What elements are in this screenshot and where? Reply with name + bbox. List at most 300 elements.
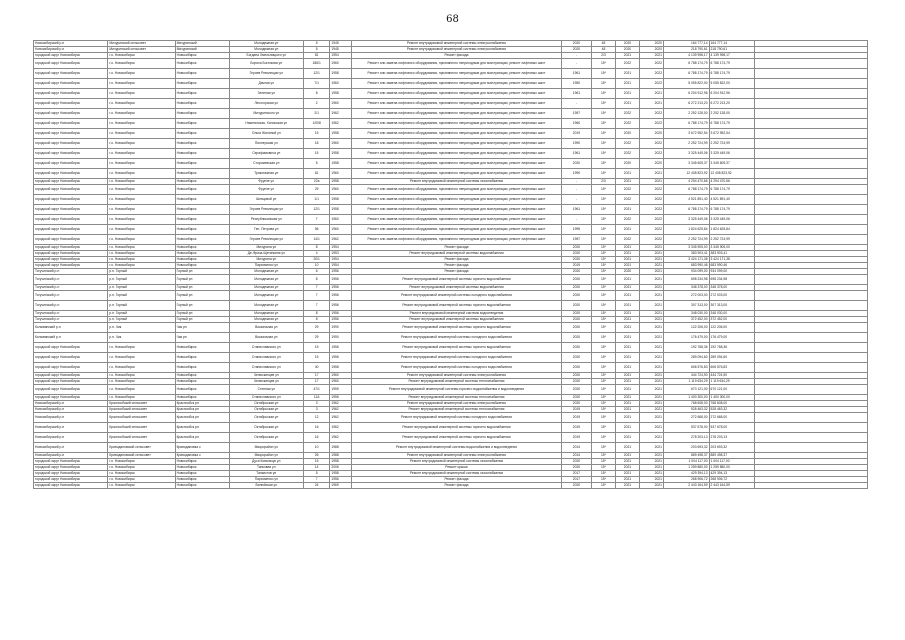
- cell-work-type: Ремонт фасада: [351, 263, 561, 269]
- cell-locality: Мичуринский: [175, 47, 229, 53]
- cell-locality: Новосибирск: [175, 159, 229, 169]
- cell-note: [755, 323, 868, 333]
- cell-street: Богдана Хмельницкого ул: [229, 53, 303, 59]
- cell-plan-start: 2021: [615, 433, 639, 443]
- cell-work-cost: 192 768,36: [663, 343, 709, 353]
- cell-plan-start: 2020: [615, 47, 639, 53]
- cell-build-year: 1958: [330, 149, 352, 159]
- cell-work-cost: 372 452,00: [663, 317, 709, 323]
- cell-settlement: Краснообский сельсовет: [108, 407, 175, 413]
- cell-build-year: 1969: [330, 483, 352, 489]
- cell-work-cost: 122 206,00: [663, 323, 709, 333]
- cell-total-cost: 6 788 174,79: [709, 69, 755, 79]
- cell-work-type: Ремонт внутридомовой инженерной системы горячего водоснабжения: [351, 343, 561, 353]
- cell-note: [755, 215, 868, 225]
- cell-house-number: 12/1: [303, 69, 329, 79]
- cell-total-wear: 15*: [591, 373, 615, 379]
- cell-plan-end: 2022: [639, 59, 663, 69]
- cell-total-wear: 15*: [591, 235, 615, 245]
- cell-total-wear: 2/3: [591, 53, 615, 59]
- cell-street: Мичурина ул: [229, 245, 303, 251]
- cell-street: Октябрьская ул: [229, 423, 303, 433]
- cell-municipal-district: Тогучинский р-н: [34, 317, 108, 323]
- cell-house-number: 47/1: [303, 385, 329, 395]
- cell-settlement: г.о. Новосибирск: [108, 235, 175, 245]
- table-row: [34, 109, 868, 119]
- cell-plan-start: 2021: [615, 275, 639, 285]
- cell-municipal-district: Тогучинский р-н: [34, 311, 108, 317]
- cell-municipal-district: городской округ Новосибирск: [34, 119, 108, 129]
- cell-settlement: р.п. Горный: [108, 291, 175, 301]
- cell-work-cost: 3 325 449,06: [663, 149, 709, 159]
- cell-settlement: г.о. Новосибирск: [108, 257, 175, 263]
- cell-plan-end: 2021: [639, 471, 663, 477]
- cell-work-type: Ремонт внутридомовой инженерной системы теплоснабжения: [351, 395, 561, 401]
- cell-last-repair-year: -: [561, 59, 591, 69]
- cell-total-wear: 15*: [591, 59, 615, 69]
- cell-build-year: 1960: [330, 99, 352, 109]
- cell-build-year: 1960: [330, 379, 352, 385]
- cell-build-year: 1956: [330, 343, 352, 353]
- cell-settlement: Краснообский сельсовет: [108, 423, 175, 433]
- cell-total-wear: 2/3: [591, 179, 615, 185]
- cell-work-type: Ремонт внутридомовой инженерной системы холодного водоснабжения: [351, 363, 561, 373]
- cell-settlement: г.о. Новосибирск: [108, 471, 175, 477]
- cell-work-type: Ремонт внутридомовой инженерной системы холодного водоснабжения: [351, 291, 561, 301]
- table-row: [34, 215, 868, 225]
- cell-plan-start: 2021: [615, 89, 639, 99]
- cell-house-number: 2: [303, 99, 329, 109]
- cell-work-cost: 4 521 891,40: [663, 195, 709, 205]
- cell-locality: Горный рп: [175, 275, 229, 285]
- cell-house-number: 14: [303, 465, 329, 471]
- cell-last-repair-year: 2020: [561, 323, 591, 333]
- cell-work-cost: 2 252 724,99: [663, 235, 709, 245]
- cell-work-type: Ремонт фасада: [351, 53, 561, 59]
- cell-plan-end: 2021: [639, 333, 663, 343]
- cell-plan-start: 2020: [615, 269, 639, 275]
- cell-build-year: 1956: [330, 301, 352, 311]
- cell-street: Героев Революции ул: [229, 235, 303, 245]
- cell-note: [755, 423, 868, 433]
- cell-work-type: Ремонт внутридомовой инженерной системы электроснабжения: [351, 401, 561, 407]
- cell-last-repair-year: 2019: [561, 433, 591, 443]
- cell-settlement: г.о. Новосибирск: [108, 225, 175, 235]
- cell-locality: Краснообск рп: [175, 407, 229, 413]
- cell-plan-start: 2021: [615, 453, 639, 459]
- cell-work-type: Ремонт или замена лифтового оборудования, признанного непригодным для эксплуатации, ремонт лифтовых шахт: [351, 195, 561, 205]
- cell-plan-start: 2021: [615, 465, 639, 471]
- cell-locality: Новосибирск: [175, 379, 229, 385]
- cell-plan-start: 2022: [615, 235, 639, 245]
- cell-house-number: 15: [303, 129, 329, 139]
- table-row: [34, 195, 868, 205]
- cell-street: Микрорайон ул: [229, 443, 303, 453]
- cell-street: Фрунзе ул: [229, 185, 303, 195]
- cell-work-cost: 289 094,60: [663, 353, 709, 363]
- cell-build-year: 1962: [330, 423, 352, 433]
- table-row: [34, 483, 868, 489]
- cell-locality: Новосибирск: [175, 373, 229, 379]
- cell-street: Молодежная ул: [229, 47, 303, 53]
- cell-street: Трикотажная ул: [229, 169, 303, 179]
- cell-street: Октябрьская ул: [229, 413, 303, 423]
- cell-total-cost: 1 824 625,84: [709, 225, 755, 235]
- cell-total-wear: 15*: [591, 129, 615, 139]
- cell-total-cost: 3 325 449,06: [709, 215, 755, 225]
- cell-total-cost: 889 498,37: [709, 453, 755, 459]
- cell-municipal-district: городской округ Новосибирск: [34, 149, 108, 159]
- cell-plan-end: 2021: [639, 169, 663, 179]
- cell-street: Пархоменко ул: [229, 263, 303, 269]
- cell-municipal-district: городской округ Новосибирск: [34, 139, 108, 149]
- cell-plan-start: 2021: [615, 311, 639, 317]
- cell-municipal-district: городской округ Новосибирск: [34, 353, 108, 363]
- cell-last-repair-year: 2020: [561, 47, 591, 53]
- cell-locality: Новосибирск: [175, 483, 229, 489]
- cell-total-cost: 528 463,32: [709, 407, 755, 413]
- cell-work-cost: 698 234,98: [663, 275, 709, 285]
- cell-note: [755, 119, 868, 129]
- cell-work-cost: 348 378,00: [663, 285, 709, 291]
- cell-work-cost: 203 693,32: [663, 443, 709, 453]
- cell-house-number: 2/1: [303, 109, 329, 119]
- cell-build-year: 1962: [330, 235, 352, 245]
- cell-settlement: г.о. Новосибирск: [108, 205, 175, 215]
- cell-plan-end: 2020: [639, 159, 663, 169]
- cell-plan-start: 2020: [615, 129, 639, 139]
- cell-plan-start: 2021: [615, 471, 639, 477]
- cell-note: [755, 353, 868, 363]
- cell-total-wear: 15*: [591, 225, 615, 235]
- cell-municipal-district: Новосибирский р-н: [34, 413, 108, 423]
- cell-locality: Новосибирск: [175, 215, 229, 225]
- cell-build-year: 1960: [330, 169, 352, 179]
- cell-plan-start: 2021: [615, 301, 639, 311]
- cell-total-wear: 15*: [591, 333, 615, 343]
- table-row: [34, 333, 868, 343]
- table-row: [34, 353, 868, 363]
- cell-settlement: г.о. Новосибирск: [108, 483, 175, 489]
- cell-locality: Новосибирск: [175, 179, 229, 185]
- cell-work-cost: 6 204 912,96: [663, 89, 709, 99]
- cell-work-type: Ремонт внутридомовой инженерной системы газоснабжения: [351, 471, 561, 477]
- cell-street: Ольги Жилиной ул: [229, 129, 303, 139]
- cell-total-wear: 15*: [591, 459, 615, 465]
- cell-last-repair-year: 2019: [561, 423, 591, 433]
- cell-settlement: р.п. Горный: [108, 285, 175, 291]
- cell-plan-start: 2022: [615, 109, 639, 119]
- cell-house-number: 7: [303, 291, 329, 301]
- cell-street: Молодежная ул: [229, 291, 303, 301]
- capital-repair-table: [33, 40, 868, 489]
- cell-work-type: Ремонт внутридомовой инженерной системы горячего водоснабжения: [351, 323, 561, 333]
- cell-work-type: Ремонт или замена лифтового оборудования, признанного непригодным для эксплуатации, ремонт лифтовых шахт: [351, 149, 561, 159]
- cell-work-cost: 278 203,13: [663, 433, 709, 443]
- cell-last-repair-year: 2020: [561, 251, 591, 257]
- cell-locality: Новосибирск: [175, 149, 229, 159]
- cell-plan-end: 2021: [639, 311, 663, 317]
- table-row: [34, 99, 868, 109]
- cell-settlement: г.о. Новосибирск: [108, 459, 175, 465]
- cell-settlement: г.о. Новосибирск: [108, 179, 175, 185]
- cell-plan-start: 2021: [615, 407, 639, 413]
- table-row: [34, 139, 868, 149]
- cell-total-cost: 537 678,00: [709, 423, 755, 433]
- cell-plan-end: 2021: [639, 89, 663, 99]
- cell-note: [755, 205, 868, 215]
- cell-settlement: г.о. Новосибирск: [108, 373, 175, 379]
- table-row: [34, 433, 868, 443]
- cell-plan-start: 2022: [615, 215, 639, 225]
- cell-settlement: г.о. Новосибирск: [108, 79, 175, 89]
- cell-build-year: 1956: [330, 285, 352, 291]
- cell-street: Станиславского ул: [229, 395, 303, 401]
- cell-house-number: 1/008: [303, 119, 329, 129]
- cell-settlement: р.п. Горный: [108, 269, 175, 275]
- cell-street: Молодежная ул: [229, 311, 303, 317]
- cell-house-number: 16: [303, 423, 329, 433]
- cell-plan-start: 2020: [615, 159, 639, 169]
- cell-total-cost: 3 672 952,54: [709, 129, 755, 139]
- table-row: [34, 159, 868, 169]
- cell-build-year: 1962: [330, 433, 352, 443]
- cell-settlement: Краснообский сельсовет: [108, 413, 175, 423]
- cell-street: Челюскинцев ул: [229, 373, 303, 379]
- cell-work-cost: 768 608,00: [663, 401, 709, 407]
- cell-street: Челюскинцев ул: [229, 379, 303, 385]
- cell-last-repair-year: 1957: [561, 109, 591, 119]
- cell-note: [755, 301, 868, 311]
- cell-total-wear: 15*: [591, 89, 615, 99]
- cell-municipal-district: городской округ Новосибирск: [34, 185, 108, 195]
- cell-last-repair-year: 2020: [561, 41, 591, 47]
- cell-plan-start: 2020: [615, 41, 639, 47]
- cell-total-cost: 2 252 724,99: [709, 139, 755, 149]
- cell-plan-start: 2022: [615, 195, 639, 205]
- cell-municipal-district: Тогучинский р-н: [34, 269, 108, 275]
- cell-total-wear: 15*: [591, 251, 615, 257]
- cell-municipal-district: Колыванский р-н: [34, 323, 108, 333]
- cell-build-year: 1956: [330, 269, 352, 275]
- cell-work-cost: 4 139 998,17: [663, 53, 709, 59]
- cell-locality: Новосибирск: [175, 257, 229, 263]
- cell-total-wear: 15*: [591, 483, 615, 489]
- cell-plan-end: 2021: [639, 269, 663, 275]
- cell-work-type: Ремонт внутридомовой инженерной системы водоотведения: [351, 311, 561, 317]
- cell-build-year: 1956: [330, 317, 352, 323]
- cell-plan-start: 2021: [615, 225, 639, 235]
- cell-locality: Новосибирск: [175, 169, 229, 179]
- cell-house-number: 17: [303, 379, 329, 385]
- table-row: [34, 205, 868, 215]
- cell-total-cost: 372 452,00: [709, 317, 755, 323]
- cell-municipal-district: Тогучинский р-н: [34, 285, 108, 291]
- cell-municipal-district: Тогучинский р-н: [34, 291, 108, 301]
- cell-build-year: 1962: [330, 407, 352, 413]
- cell-note: [755, 413, 868, 423]
- cell-build-year: 1956: [330, 353, 352, 363]
- cell-plan-start: 2021: [615, 245, 639, 251]
- cell-last-repair-year: 2020: [561, 269, 591, 275]
- cell-plan-start: 2021: [615, 169, 639, 179]
- cell-work-cost: 6 788 174,79: [663, 205, 709, 215]
- cell-locality: Горный рп: [175, 269, 229, 275]
- cell-house-number: 29: [303, 333, 329, 343]
- cell-build-year: 1954: [330, 245, 352, 251]
- cell-locality: Новосибирск: [175, 53, 229, 59]
- cell-work-cost: 218 790,61: [663, 47, 709, 53]
- cell-settlement: р.п. Горный: [108, 301, 175, 311]
- cell-work-cost: 272 668,00: [663, 413, 709, 423]
- cell-total-cost: 348 378,00: [709, 285, 755, 291]
- cell-note: [755, 275, 868, 285]
- cell-plan-end: 2021: [639, 401, 663, 407]
- cell-total-wear: 15*: [591, 79, 615, 89]
- cell-total-wear: 15*: [591, 343, 615, 353]
- cell-locality: Новосибирск: [175, 353, 229, 363]
- cell-house-number: 15: [303, 459, 329, 465]
- cell-plan-start: 2021: [615, 79, 639, 89]
- cell-settlement: г.о. Новосибирск: [108, 263, 175, 269]
- cell-municipal-district: городской округ Новосибирск: [34, 215, 108, 225]
- cell-plan-start: 2021: [615, 379, 639, 385]
- cell-total-cost: 4 521 891,40: [709, 195, 755, 205]
- cell-work-cost: 670 121,00: [663, 385, 709, 395]
- cell-note: [755, 291, 868, 301]
- table-row: [34, 275, 868, 285]
- cell-total-wear: 15*: [591, 317, 615, 323]
- cell-work-type: Ремонт внутридомовой инженерной системы электроснабжения: [351, 453, 561, 459]
- cell-plan-end: 2020: [639, 129, 663, 139]
- cell-total-cost: 2 252 128,00: [709, 109, 755, 119]
- cell-total-cost: 3 345 605,37: [709, 159, 755, 169]
- cell-work-type: Ремонт или замена лифтового оборудования, признанного непригодным для эксплуатации, ремонт лифтовых шахт: [351, 99, 561, 109]
- cell-build-year: 1960: [330, 373, 352, 379]
- cell-note: [755, 159, 868, 169]
- cell-plan-end: 2022: [639, 139, 663, 149]
- cell-work-type: Ремонт или замена лифтового оборудования, признанного непригодным для эксплуатации, ремонт лифтовых шахт: [351, 89, 561, 99]
- cell-locality: Чик рп: [175, 333, 229, 343]
- cell-total-cost: 1 259 880,00: [709, 465, 755, 471]
- cell-note: [755, 149, 868, 159]
- cell-house-number: 15: [303, 149, 329, 159]
- cell-plan-end: 2021: [639, 407, 663, 413]
- cell-last-repair-year: -: [561, 215, 591, 225]
- cell-last-repair-year: 2019: [561, 413, 591, 423]
- cell-settlement: р.п. Горный: [108, 311, 175, 317]
- cell-build-year: 1945: [330, 41, 352, 47]
- cell-plan-start: 2021: [615, 423, 639, 433]
- cell-total-cost: 1 004 117,00: [709, 459, 755, 465]
- cell-house-number: 8: [303, 245, 329, 251]
- cell-plan-start: 2021: [615, 395, 639, 401]
- cell-last-repair-year: 2020: [561, 275, 591, 285]
- cell-total-cost: 272 668,00: [709, 413, 755, 423]
- cell-total-cost: 2 443 164,59: [709, 483, 755, 489]
- cell-plan-end: 2022: [639, 195, 663, 205]
- cell-settlement: г.о. Новосибирск: [108, 89, 175, 99]
- cell-total-cost: 444 724,90: [709, 373, 755, 379]
- cell-build-year: 1988: [330, 443, 352, 453]
- cell-settlement: г.о. Новосибирск: [108, 149, 175, 159]
- cell-municipal-district: городской округ Новосибирск: [34, 195, 108, 205]
- cell-street: Фрунзе ул: [229, 179, 303, 185]
- cell-note: [755, 139, 868, 149]
- cell-locality: Новосибирск: [175, 395, 229, 401]
- cell-total-cost: 12 408 823,92: [709, 169, 755, 179]
- table-row: [34, 343, 868, 353]
- cell-plan-end: 2021: [639, 285, 663, 291]
- cell-last-repair-year: -: [561, 195, 591, 205]
- cell-build-year: 1956: [330, 291, 352, 301]
- cell-work-cost: 3 672 952,54: [663, 129, 709, 139]
- cell-plan-start: 2021: [615, 99, 639, 109]
- cell-plan-start: 2021: [615, 251, 639, 257]
- cell-total-cost: 176 479,00: [709, 333, 755, 343]
- cell-street: Микрорайон ул: [229, 453, 303, 459]
- cell-total-cost: 768 608,00: [709, 401, 755, 407]
- cell-work-type: Ремонт внутридомовой инженерной системы горячего водоснабжения: [351, 433, 561, 443]
- cell-build-year: 1960: [330, 79, 352, 89]
- cell-plan-start: 2021: [615, 257, 639, 263]
- cell-total-wear: 15*: [591, 269, 615, 275]
- cell-build-year: 1958: [330, 159, 352, 169]
- cell-municipal-district: городской округ Новосибирск: [34, 263, 108, 269]
- cell-total-wear: 48: [591, 47, 615, 53]
- cell-last-repair-year: -: [561, 185, 591, 195]
- cell-total-wear: 15*: [591, 433, 615, 443]
- cell-total-cost: 348 030,00: [709, 311, 755, 317]
- cell-plan-end: 2020: [639, 41, 663, 47]
- cell-build-year: 1958: [330, 89, 352, 99]
- cell-work-type: Ремонт или замена лифтового оборудования, признанного непригодным для эксплуатации, ремонт лифтовых шахт: [351, 225, 561, 235]
- cell-settlement: г.о. Новосибирск: [108, 109, 175, 119]
- cell-build-year: 1960: [330, 139, 352, 149]
- table-row: [34, 119, 868, 129]
- cell-note: [755, 483, 868, 489]
- cell-work-type: Ремонт внутридомовой инженерной системы электроснабжения: [351, 47, 561, 53]
- cell-build-year: 1988: [330, 453, 352, 459]
- cell-plan-start: 2021: [615, 205, 639, 215]
- cell-locality: Новосибирск: [175, 251, 229, 257]
- cell-total-cost: 307 313,00: [709, 301, 755, 311]
- cell-municipal-district: городской округ Новосибирск: [34, 471, 108, 477]
- cell-total-wear: 15*: [591, 471, 615, 477]
- cell-plan-end: 2022: [639, 235, 663, 245]
- cell-street: Вокзальная ул: [229, 323, 303, 333]
- cell-municipal-district: городской округ Новосибирск: [34, 477, 108, 483]
- cell-house-number: 7/1: [303, 79, 329, 89]
- cell-note: [755, 443, 868, 453]
- cell-total-wear: 15*: [591, 285, 615, 291]
- cell-last-repair-year: 1990: [561, 169, 591, 179]
- cell-plan-start: 2021: [615, 373, 639, 379]
- cell-house-number: 6: [303, 269, 329, 275]
- cell-settlement: р.п. Горный: [108, 317, 175, 323]
- cell-house-number: 7: [303, 215, 329, 225]
- cell-note: [755, 235, 868, 245]
- cell-plan-start: 2022: [615, 59, 639, 69]
- cell-build-year: 1958: [330, 179, 352, 185]
- cell-street: Молодежная ул: [229, 41, 303, 47]
- cell-locality: Криводановка с: [175, 453, 229, 459]
- cell-plan-start: 2022: [615, 149, 639, 159]
- cell-house-number: 5: [303, 471, 329, 477]
- cell-note: [755, 169, 868, 179]
- cell-locality: Мичуринский: [175, 41, 229, 47]
- cell-locality: Горный рп: [175, 311, 229, 317]
